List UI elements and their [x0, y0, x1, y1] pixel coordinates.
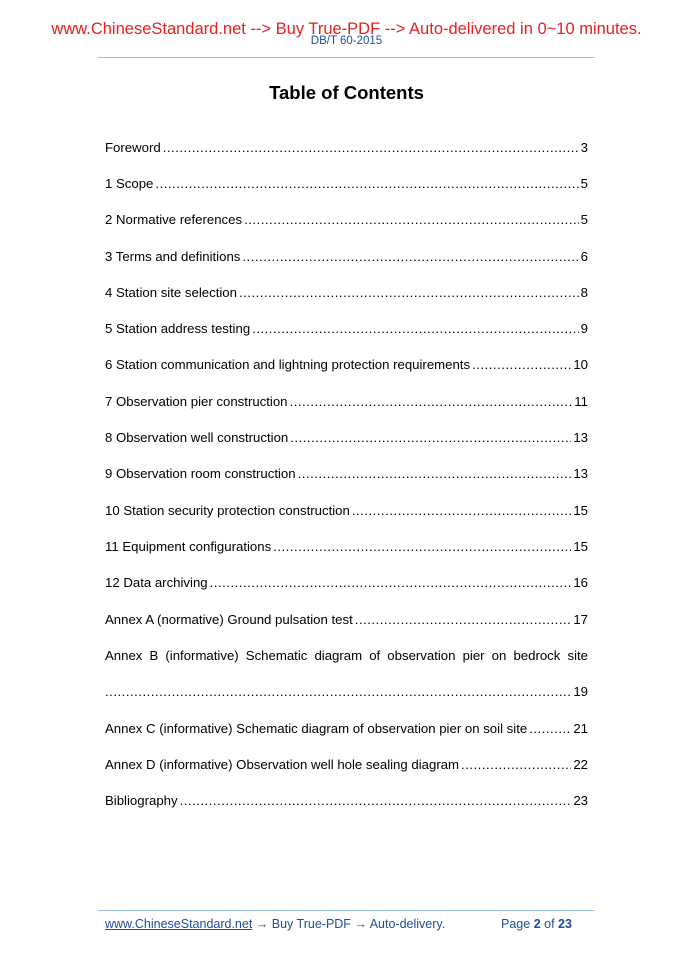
- dot-leader: [180, 792, 572, 810]
- dot-leader: [105, 683, 571, 701]
- dot-leader: [239, 284, 579, 302]
- footer-site-link[interactable]: www.ChineseStandard.net: [105, 917, 253, 931]
- toc-entry-annex-a[interactable]: [105, 611, 588, 629]
- toc-entry-bibliography[interactable]: [105, 792, 588, 810]
- toc-entry-label: Annex D (informative) Observation well hole sealing diagram: [105, 757, 460, 772]
- page-current: 2: [533, 917, 541, 931]
- dot-leader: [529, 720, 571, 738]
- promo-banner[interactable]: www.ChineseStandard.net --> Buy True-PDF --> Auto-delivered in 0~10 minutes.: [51, 20, 642, 38]
- dot-leader: [355, 611, 572, 629]
- toc-entry-well-construction[interactable]: [105, 429, 588, 447]
- dot-leader: [352, 502, 571, 520]
- toc-entry-page: 5: [580, 176, 588, 191]
- toc-entry-page: 21: [573, 721, 588, 736]
- document-id: DB/T 60-2015: [310, 35, 383, 47]
- page-title: Table of Contents: [269, 82, 424, 103]
- page-word: Page: [501, 917, 531, 931]
- toc-entry-address-testing[interactable]: [105, 320, 588, 338]
- toc-entry-label: 6 Station communication and lightning protection requirements: [105, 357, 471, 372]
- header-divider: [98, 57, 595, 58]
- toc-entry-page: 11: [574, 394, 588, 409]
- dot-leader: [242, 248, 578, 266]
- toc-entry-label: Bibliography: [105, 793, 178, 808]
- toc-entry-annex-b-label[interactable]: Annex B (informative) Schematic diagram of observation pier on bedrock site: [105, 648, 588, 663]
- toc-entry-label: Annex C (informative) Schematic diagram of observation pier on soil site: [105, 721, 528, 736]
- toc-entry-page: 6: [580, 249, 588, 264]
- page-number: [501, 916, 572, 932]
- toc-entry-security-protection[interactable]: [105, 502, 588, 520]
- dot-leader: [252, 320, 579, 338]
- dot-leader: [155, 175, 578, 193]
- toc-entry-scope[interactable]: [105, 175, 588, 193]
- toc-entry-label: 11 Equipment configurations: [105, 539, 272, 554]
- toc-entry-page: 13: [573, 430, 588, 445]
- toc-entry-label: 3 Terms and definitions: [105, 249, 241, 264]
- toc-entry-pier-construction[interactable]: [105, 393, 588, 411]
- toc-entry-label: Foreword: [105, 140, 161, 155]
- page-total: 23: [558, 917, 572, 931]
- toc-entry-page: 19: [573, 684, 588, 699]
- toc-entry-annex-c[interactable]: [105, 720, 588, 738]
- toc-entry-page: 5: [580, 212, 588, 227]
- footer-links: [105, 916, 445, 932]
- toc-entry-label: 4 Station site selection: [105, 285, 237, 300]
- toc-entry-page: 3: [580, 140, 588, 155]
- toc-entry-equipment-configurations[interactable]: [105, 538, 588, 556]
- toc-entry-room-construction[interactable]: [105, 465, 588, 483]
- dot-leader: [210, 574, 572, 592]
- toc-entry-page: 9: [580, 321, 588, 336]
- footer-divider: [98, 910, 595, 911]
- page-of: of: [544, 917, 555, 931]
- toc-entry-annex-d[interactable]: [105, 756, 588, 774]
- toc-entry-page: 8: [580, 285, 588, 300]
- dot-leader: [290, 429, 571, 447]
- toc-entry-site-selection[interactable]: [105, 284, 588, 302]
- toc-entry-page: 16: [573, 575, 588, 590]
- toc-entry-label: 8 Observation well construction: [105, 430, 289, 445]
- dot-leader: [298, 465, 572, 483]
- toc-entry-page: 23: [573, 793, 588, 808]
- toc-entry-page: 15: [573, 539, 588, 554]
- dot-leader: [290, 393, 573, 411]
- toc-entry-communication-lightning[interactable]: [105, 356, 588, 374]
- toc-entry-page: 22: [573, 757, 588, 772]
- toc-entry-foreword[interactable]: [105, 139, 588, 157]
- toc-entry-label: 10 Station security protection construction: [105, 503, 350, 518]
- toc-entry-page: 13: [573, 466, 588, 481]
- dot-leader: [461, 756, 571, 774]
- toc-entry-page: 17: [573, 612, 588, 627]
- toc-entry-label: 5 Station address testing: [105, 321, 251, 336]
- dot-leader: [273, 538, 571, 556]
- dot-leader: [163, 139, 579, 157]
- toc-entry-label: 9 Observation room construction: [105, 466, 296, 481]
- toc-entry-label: 1 Scope: [105, 176, 154, 191]
- toc-entry-page: 10: [573, 357, 588, 372]
- toc-entry-page: 15: [573, 503, 588, 518]
- toc-entry-label: 2 Normative references: [105, 212, 243, 227]
- dot-leader: [472, 356, 571, 374]
- toc-entry-label: Annex A (normative) Ground pulsation test: [105, 612, 353, 627]
- toc-entry-label: 12 Data archiving: [105, 575, 208, 590]
- footer-links-text: → Buy True-PDF → Auto-delivery.: [252, 917, 446, 931]
- toc-entry-label: 7 Observation pier construction: [105, 394, 288, 409]
- toc-entry-normative-references[interactable]: [105, 211, 588, 229]
- dot-leader: [244, 211, 579, 229]
- toc-entry-terms-definitions[interactable]: [105, 248, 588, 266]
- toc-entry-annex-b[interactable]: [105, 683, 588, 701]
- toc-entry-data-archiving[interactable]: [105, 574, 588, 592]
